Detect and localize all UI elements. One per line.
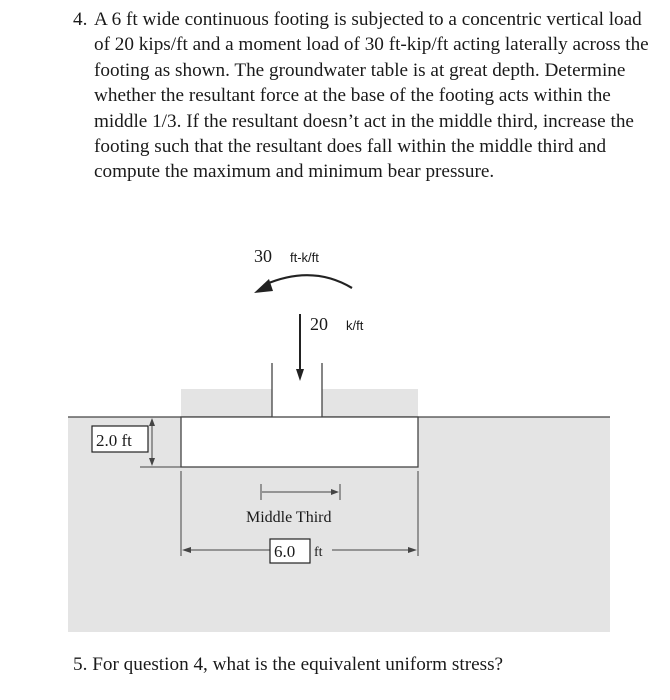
load-value: 20 (310, 314, 328, 334)
moment-value: 30 (254, 246, 272, 266)
load-arrowhead-icon (296, 369, 304, 381)
question-4-number: 4. (73, 9, 88, 30)
question-4-text: A 6 ft wide continuous footing is subjected to a concentric vertical load of 20 kips/ft and a moment load of 30 ft-kip/ft acting laterally across the footing as shown. The groundwater table is at great depth. Determine whether the resultant force at the base of the footing acts within the middle 1/3. If the resultant doesn’t act in the middle third, increase the footing such that the resultant does fall within the middle third and compute the maximum and minimum bear pressure. (94, 9, 649, 183)
moment-arrowhead (254, 279, 273, 293)
moment-arrow-icon (264, 275, 352, 288)
middle-third-label: Middle Third (246, 509, 332, 526)
question-5: 5. For question 4, what is the equivalent uniform stress? (73, 654, 504, 675)
width-unit: ft (314, 545, 323, 560)
depth-label: 2.0 ft (96, 431, 132, 450)
footing (181, 417, 418, 467)
load-unit: k/ft (346, 318, 364, 333)
width-value: 6.0 (274, 542, 296, 561)
moment-unit: ft-k/ft (290, 250, 319, 265)
